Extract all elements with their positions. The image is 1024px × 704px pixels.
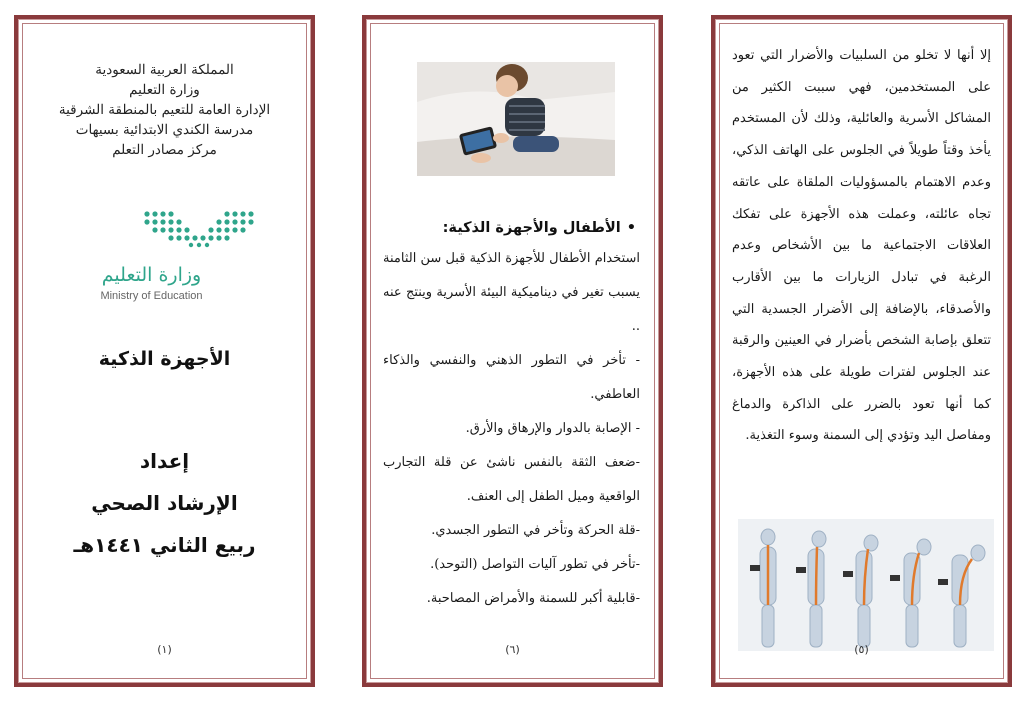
cover-credits bbox=[33, 440, 296, 566]
spine-posture-figures bbox=[738, 519, 994, 651]
child-with-tablet-photo bbox=[417, 62, 615, 176]
org-line-center: مركز مصادر التعلم bbox=[112, 142, 217, 158]
children-devices-section bbox=[383, 214, 640, 616]
harms-paragraph: إلا أنها لا تخلو من السلبيات والأضرار التي تعود على المستخدمين، فهي سببت الكثير من المشاكل الأسرية والعائلية، وذلك لأن المستخدم يأخذ وقتاً طويلاً في الجلوس على الهاتف الذكي، وعدم الاهتمام بالمسؤوليات الملقاة على عاتقه تجاه عائلته، وعملت هذه الأجهزة على تفكك العلاقات الاجتماعية ما بين الأشخاص وعدم الرغبة في تبادل الزيارات ما بين الأقارب والأصدقاء، بالإضافة إلى الأضرار الجسدية التي تتعلق بإصابة الشخص بأضرار في العينين والرقبة عند الجلوس لفترات طويلة على هذه الأجهزة، كما أنها تعود بالضرر على الذاكرة والدماغ ومفاصل اليد وتؤدي إلى السمنة وسوء التغذية. bbox=[732, 48, 991, 444]
ministry-logo bbox=[79, 208, 279, 318]
effect-item: - الإصابة بالدوار والإرهاق والأرق. bbox=[465, 421, 640, 436]
harms-panel bbox=[711, 15, 1012, 687]
effect-item: -تأخر في تطور آليات التواصل (التوحد). bbox=[430, 557, 640, 572]
cover-title: الأجهزة الذكية bbox=[98, 348, 231, 370]
harms-section bbox=[732, 40, 991, 452]
intro-paragraph: استخدام الأطفال للأجهزة الذكية قبل سن الثامنة يسبب تغير في ديناميكية البيئة الأسرية وينتج عنه .. bbox=[383, 251, 640, 334]
bullet-icon: • bbox=[626, 220, 636, 236]
organization-header bbox=[33, 60, 296, 160]
harms-inner-frame bbox=[719, 23, 1004, 679]
effect-item: -قابلية أكبر للسمنة والأمراض المصاحبة. bbox=[426, 591, 640, 606]
org-line-ministry: وزارة التعليم bbox=[129, 82, 200, 98]
author-name: الإرشاد الصحي bbox=[91, 491, 238, 515]
child-tablet-illustration bbox=[417, 62, 615, 176]
children-panel bbox=[362, 15, 663, 687]
org-line-directorate: الإدارة العامة للتعيم بالمنطقة الشرقية bbox=[58, 102, 271, 118]
org-line-country: المملكة العربية السعودية bbox=[95, 62, 234, 78]
ministry-logo-arabic-text: وزارة التعليم bbox=[101, 264, 202, 286]
section-heading bbox=[383, 214, 636, 242]
publication-date: ربيع الثاني ١٤٤١هـ bbox=[73, 533, 256, 557]
neck-posture-illustration bbox=[738, 519, 994, 651]
page-number-middle: (٦) bbox=[505, 643, 520, 656]
org-line-school: مدرسة الكندي الابتدائية بسيهات bbox=[75, 122, 254, 138]
page-number-right: (٥) bbox=[854, 643, 869, 656]
section-heading-text: الأطفال والأجهزة الذكية: bbox=[442, 220, 621, 236]
cover-panel bbox=[14, 15, 315, 687]
ministry-logo-english-text: Ministry of Education bbox=[100, 290, 203, 302]
effect-item: -قلة الحركة وتأخر في التطور الجسدي. bbox=[431, 523, 640, 538]
effect-item: - تأخر في التطور الذهني والنفسي والذكاء العاطفي. bbox=[383, 353, 640, 402]
children-inner-frame bbox=[370, 23, 655, 679]
effect-item: -ضعف الثقة بالنفس ناشئ عن قلة التجارب الواقعية وميل الطفل إلى العنف. bbox=[383, 455, 640, 504]
page-number-cover: (١) bbox=[157, 643, 172, 656]
cover-inner-frame bbox=[22, 23, 307, 679]
prepared-by-label: إعداد bbox=[139, 449, 190, 473]
ministry-logo-dots-icon bbox=[143, 208, 255, 248]
